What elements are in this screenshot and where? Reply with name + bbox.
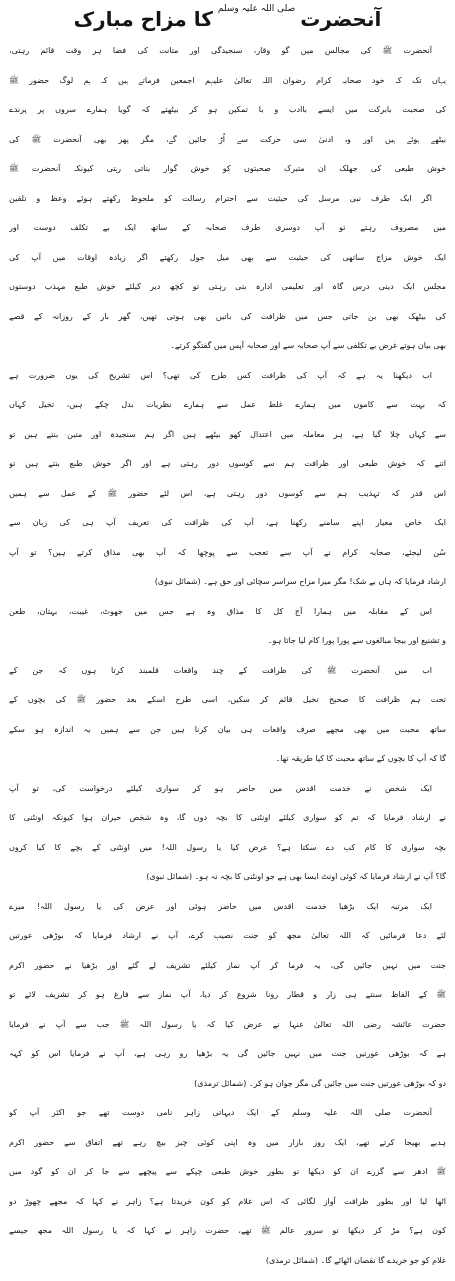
article-line: یہاں تک کہ خود صحابہ کرام رضوان اللہ تعالیٰ علیہم اجمعین فرماتے ہیں کہ ہم لوگ حضور ﷺ [9, 75, 446, 85]
paragraph [9, 361, 446, 597]
paragraph [9, 774, 446, 892]
article-line: بچہ سواری کا کام کب دے سکتا ہے؟ عرض کیا یا رسول اللہ! میں اونٹنی کے بچے کا کیا کروں [9, 842, 446, 852]
article-line: و تشنیع اور بیجا مبالغوں سے پورا پورا کام لیا جاتا ہو۔ [267, 636, 446, 645]
paragraph [9, 1098, 446, 1275]
title-honorific: صلی اللہ علیہ وسلم [217, 4, 296, 14]
article-line: آنحضرت صلی اللہ علیہ وسلم کے ایک دیہاتی زاہر نامی دوست تھے جو اکثر آپ کو [9, 1108, 432, 1117]
article-line: اب دیکھنا یہ ہے کہ آپ کی ظرافت کس طرح کی تھی؟ اس تشریح کی یوں ضرورت ہے [9, 370, 432, 380]
article-line: حضرت عائشہ رضی اللہ تعالیٰ عنہا نے عرض کیا کہ یا رسول اللہ ﷺ جب سے آپ نے فرمایا [9, 1019, 446, 1029]
article-line: آنحضرت ﷺ کی مجالس میں گو وقار، سنجیدگی اور متانت کی فضا ہر وقت قائم رہتی، [9, 46, 432, 55]
article-line: دو کہ بوڑھی عورتیں جنت میں جائیں گی مگر جوان ہو کر۔ (شمائل ترمذی) [194, 1078, 446, 1088]
article-line: ارشاد فرمایا کہ ہاں بے شک! مگر میرا مزاح سراسر سچائی اور حق ہے۔ (شمائل نبوی) [154, 577, 446, 586]
paragraph [9, 656, 446, 774]
title-suffix: کا مزاح مبارک [73, 7, 213, 31]
article-line: بھی بیان ہوتے غرض بے تکلفی سے آپ صحابہ سے اور صحابہ آپس میں گفتگو کرتے۔ [170, 341, 446, 350]
article-line: ہے کہ بوڑھی عورتیں جنت میں نہیں جائیں گی یہ بڑھیا رو رہی ہے، آپ نے فرمایا اس کو کہہ [9, 1049, 446, 1058]
article-line: ایک خوش مزاج ساتھی کی حیثیت سے بھی میل جول رکھتے اگر زیادہ اوقات میں آپ کی [9, 252, 446, 262]
article-line: ہدیے بھیجا کرتے تھے، ایک روز بازار میں وہ اپنی کوئی چیز بیچ رہے تھے اتفاق سے حضور اکرم [9, 1137, 446, 1147]
article-line: نے ارشاد فرمایا کہ تم کو سواری کیلئے اونٹنی کا بچہ دوں گا، وہ شخص حیران ہوا کیونکہ اونٹنی کا [9, 813, 446, 822]
article-line: گا کہ آپ کا بچوں کے ساتھ محبت کا کیا طریقہ تھا۔ [275, 754, 446, 763]
article-line: اتنے کہ خوش طبعی اور ظرافت ہم سے کوسوں دور رہتی ہے اور اگر خوش طبع بنتے ہیں تو [9, 459, 446, 468]
article-line: سے کہاں چلا گیا ہے، ہر معاملہ میں اعتدال کھو بیٹھے ہیں اگر ہم سنجیدہ اور متین بنتے ہیں تو [9, 429, 446, 439]
article-line: اٹھا لیا اور بطور ظرافت آواز لگائی کہ اس غلام کو کون خریدتا ہے؟ زاہر نے کہا کہ مجھے چھوڑ دو [9, 1196, 446, 1206]
article-line: ﷺ کے الفاظ سنتے ہی زار و قطار رونا شروع کر دیا، آپ نماز سے فارغ ہو کر تشریف لائے تو [9, 990, 446, 999]
article-line: ﷺ ادھر سے گزرے ان کو دیکھا تو بطور خوش طبعی چپکے سے پیچھے سے جا کر ان کو گود میں [9, 1167, 446, 1176]
article-line: تحت ہم ظرافت کا صحیح تخیل قائم کر سکیں، اسی طرح اسکے بعد حضور ﷺ کی بچوں کے [9, 695, 446, 704]
article-line: خوش طبعی کی جھلک ان متبرک صحبتوں کو خوش گوار بناتی رہتی کیونکہ آنحضرت ﷺ [9, 164, 446, 173]
article-line: لئے دعا فرمائیں کہ اللہ تعالیٰ مجھ کو جنت نصیب کرے، آپ نے ارشاد فرمایا کہ بوڑھی عورتیں [9, 931, 446, 940]
article-line: کی بیٹھک بھی بن جاتی جس میں ظرافت کی باتیں بھی ہوتی تھیں، گھر بار کے روزانہ کے قصے [9, 311, 446, 321]
article-line: اگر ایک طرف نبی مرسل کی حیثیت سے احترام رسالت کو ملحوظ رکھتے ہوئے وعظ و تلقین [9, 193, 432, 203]
article-line: سُن لیجئے، صحابہ کرام نے آپ سے تعجب سے پوچھا کہ آپ بھی مذاق کرتے ہیں؟ تو آپ [9, 547, 446, 557]
article-line: اب میں آنحضرت ﷺ کی ظرافت کے چند واقعات قلمبند کرتا ہوں کہ جن کے [9, 665, 432, 675]
article-line: گا؟ آپ نے ارشاد فرمایا کہ کوئی اونٹ ایسا بھی ہے جو اونٹنی کا بچہ نہ ہو۔ (شمائل نبوی) [146, 872, 446, 881]
paragraph [9, 36, 446, 361]
article-line: اس کے مقابلہ میں ہمارا آج کل کا مذاق وہ ہے جس میں جھوٹ، غیبت، بہتان، طعن [9, 606, 432, 616]
article-line: ایک شخص نے خدمت اقدس میں حاضر ہو کر سواری کیلئے درخواست کی، تو آپ [9, 783, 432, 793]
article-line: بیٹھے ہوئے ہیں اور وہ ادنیٰ سی حرکت سے اُڑ جائیں گے، مگر پھر بھی آنحضرت ﷺ کی [9, 134, 446, 144]
article-line: غلام کو جو خریدے گا نقصان اٹھائے گا۔ (شمائل ترمذی) [265, 1255, 446, 1265]
article-line: میں مصروف رہتے تو آپ دوسری طرف صحابہ کے ساتھ ایک بے تکلف دوست اور [9, 223, 446, 232]
article-line: ساتھ محبت میں بھی مجھے صرف واقعات ہی بیان کرنا ہیں جن سے ہمیں یہ اندازہ ہو سکے [9, 724, 446, 734]
article-line: مجلس ایک دینی درس گاہ اور تعلیمی ادارہ بنی رہتی تو کچھ دیر کیلئے خوش طبع مہذب دوستوں [9, 282, 446, 291]
paragraph [9, 597, 446, 656]
paragraph [9, 892, 446, 1099]
article-line: کہ بہت سے کاموں میں ہمارے غلط عمل سے ہمارے نظریات بدل چکے ہیں، تخیل کہاں [9, 400, 446, 409]
article-line: اس قدر کہ تہذیب ہم سے کوسوں دور رہتی ہے، اس لئے حضور ﷺ کے عمل سے ہمیں [9, 488, 446, 498]
article-line: ایک خاص معیار اپنے سامنے رکھنا ہے، آپ کی ظرافت کی تعریف آپ ہی کی زبان سے [9, 518, 446, 527]
article-line: کون ہے؟ مڑ کر دیکھا تو سرور عالم ﷺ تھے، حضرت زاہر نے کہا کہ یا رسول اللہ مجھ جیسے [9, 1226, 446, 1235]
article-title [9, 2, 446, 36]
article-line: کی صحبت بابرکت میں ایسے باادب و با تمکین ہو کر بیٹھتے کہ گویا ہمارے سروں پر پرندے [9, 105, 446, 114]
article-line: جنت میں نہیں جائیں گی، یہ فرما کر آپ نماز کیلئے تشریف لے گئے اور بڑھیا نے حضور اکرم [9, 960, 446, 970]
title-prefix: آنحضرت [300, 7, 382, 31]
article-line: ایک مرتبہ ایک بڑھیا خدمت اقدس میں حاضر ہوئی اور عرض کی یا رسول اللہ! میرے [9, 901, 432, 911]
